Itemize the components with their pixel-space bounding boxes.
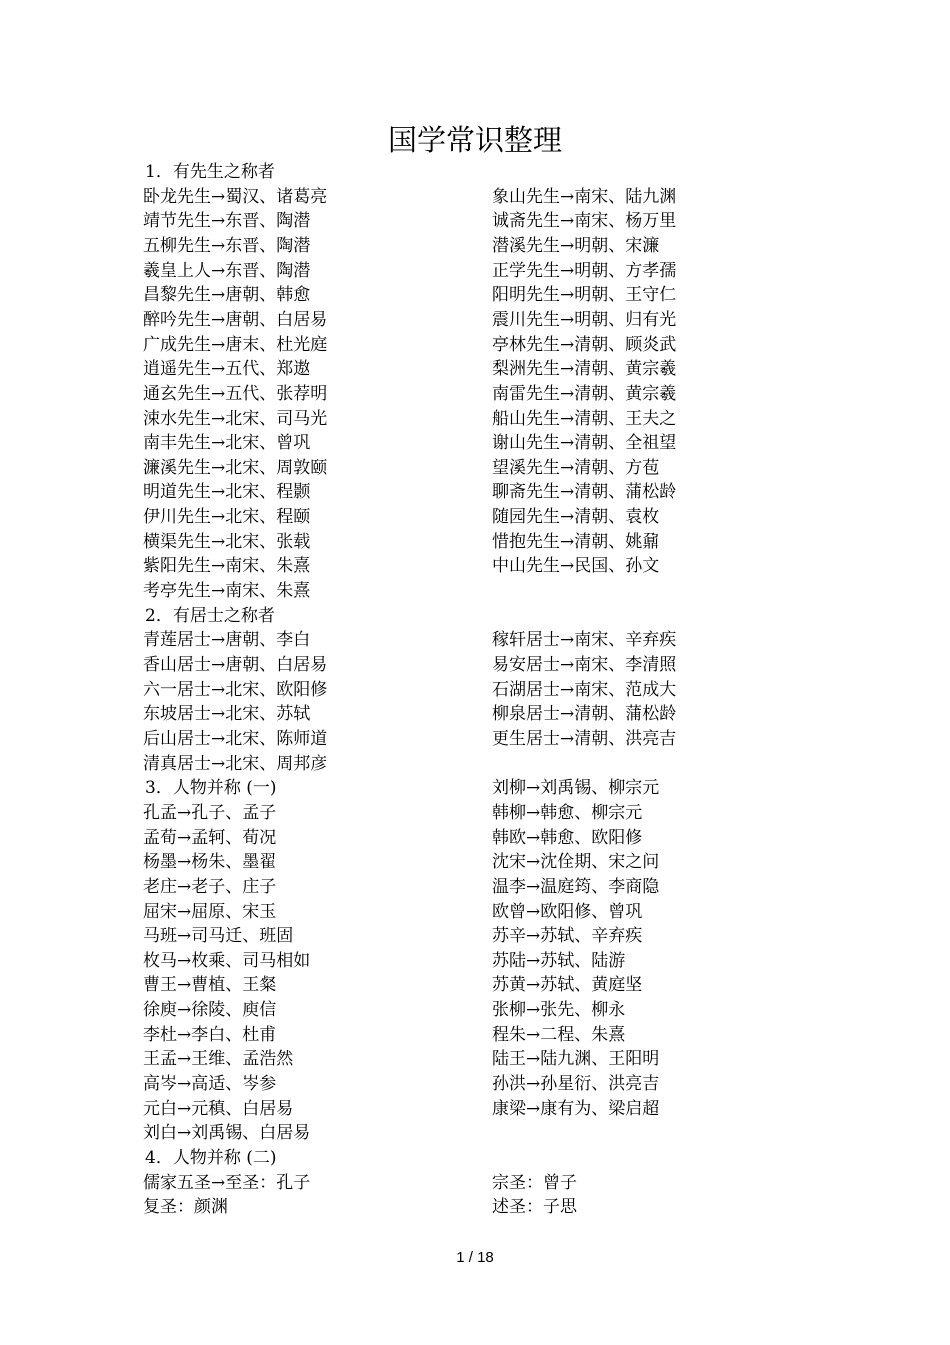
entry-left: 昌黎先生→唐朝、韩愈 — [143, 285, 311, 306]
entry-right: 宗圣：曾子 — [492, 1172, 577, 1193]
entry-left: 后山居士→北宋、陈师道 — [143, 728, 328, 749]
entry-left: 马班→司马迁、班固 — [143, 926, 294, 947]
entry-left: 儒家五圣→至圣：孔子 — [143, 1172, 311, 1193]
entry-right: 更生居士→清朝、洪亮吉 — [492, 728, 677, 749]
entry-left: 横渠先生→北宋、张载 — [143, 531, 311, 552]
entry-right: 易安居士→南宋、李清照 — [492, 655, 677, 675]
entry-right: 中山先生→民国、孙文 — [492, 556, 660, 577]
entry-right: 程朱→二程、朱熹 — [492, 1024, 626, 1045]
entry-left: 广成先生→唐末、杜光庭 — [143, 334, 328, 355]
entry-left: 复圣：颜渊 — [143, 1197, 228, 1218]
entry-right: 刘柳→刘禹锡、柳宗元 — [492, 778, 660, 799]
entry-right: 惜抱先生→清朝、姚鼐 — [492, 531, 660, 552]
entry-left: 杨墨→杨朱、墨翟 — [143, 852, 277, 873]
entry-left: 逍遥先生→五代、郑遨 — [143, 359, 311, 380]
entry-left: 曹王→曹植、王粲 — [143, 975, 277, 996]
entry-right: 诚斋先生→南宋、杨万里 — [492, 211, 677, 232]
entry-right: 正学先生→明朝、方孝孺 — [492, 260, 677, 281]
entry-right: 聊斋先生→清朝、蒲松龄 — [492, 482, 677, 503]
entry-left: 刘白→刘禹锡、白居易 — [143, 1123, 311, 1144]
entry-right: 沈宋→沈佺期、宋之问 — [492, 852, 660, 873]
entry-left: 老庄→老子、庄子 — [143, 876, 277, 897]
section-heading: 3．人物并称 (一) — [145, 778, 277, 799]
entry-left: 伊川先生→北宋、程颐 — [143, 507, 311, 528]
entry-left: 卧龙先生→蜀汉、诸葛亮 — [143, 186, 328, 207]
entry-right: 象山先生→南宋、陆九渊 — [492, 186, 677, 207]
entry-right: 韩柳→韩愈、柳宗元 — [492, 802, 643, 823]
entry-left: 枚马→枚乘、司马相如 — [143, 950, 311, 971]
entry-left: 涑水先生→北宋、司马光 — [143, 408, 328, 429]
entry-right: 韩欧→韩愈、欧阳修 — [492, 827, 643, 848]
entry-left: 孟荀→孟轲、荀况 — [143, 827, 277, 848]
entry-left: 王孟→王维、孟浩然 — [143, 1049, 294, 1070]
entry-right: 谢山先生→清朝、全祖望 — [492, 433, 677, 454]
entry-left: 孔孟→孔子、孟子 — [143, 802, 277, 823]
page-title: 国学常识整理 — [387, 123, 562, 157]
entry-right: 温李→温庭筠、李商隐 — [492, 876, 660, 897]
entry-right: 震川先生→明朝、归有光 — [492, 309, 677, 330]
entry-left: 通玄先生→五代、张荐明 — [143, 383, 328, 404]
entry-left: 元白→元稹、白居易 — [143, 1098, 294, 1119]
entry-right: 望溪先生→清朝、方苞 — [492, 457, 660, 478]
entry-right: 陆王→陆九渊、王阳明 — [492, 1049, 660, 1070]
page-number: 1 / 18 — [456, 1249, 494, 1266]
entry-right: 阳明先生→明朝、王守仁 — [492, 285, 677, 306]
entry-left: 考亭先生→南宋、朱熹 — [143, 581, 311, 602]
entry-right: 柳泉居士→清朝、蒲松龄 — [492, 704, 677, 725]
entry-right: 述圣：子思 — [492, 1197, 577, 1218]
entry-right: 梨洲先生→清朝、黄宗羲 — [492, 359, 677, 380]
entry-left: 李杜→李白、杜甫 — [143, 1024, 277, 1045]
entry-right: 石湖居士→南宋、范成大 — [492, 679, 677, 700]
entry-right: 潜溪先生→明朝、宋濂 — [492, 235, 660, 256]
entry-right: 欧曾→欧阳修、曾巩 — [492, 901, 643, 922]
entry-right: 苏陆→苏轼、陆游 — [492, 950, 626, 971]
entry-left: 紫阳先生→南宋、朱熹 — [143, 556, 311, 577]
entry-right: 苏辛→苏轼、辛弃疾 — [492, 926, 643, 947]
section-heading: 1．有先生之称者 — [145, 162, 275, 182]
entry-left: 清真居士→北宋、周邦彦 — [143, 753, 328, 774]
section-heading: 2．有居士之称者 — [145, 605, 275, 626]
entry-left: 东坡居士→北宋、苏轼 — [143, 704, 311, 725]
entry-left: 香山居士→唐朝、白居易 — [143, 655, 328, 675]
entry-left: 徐庾→徐陵、庾信 — [143, 1000, 277, 1021]
entry-right: 孙洪→孙星衍、洪亮吉 — [492, 1074, 660, 1095]
entry-right: 亭林先生→清朝、顾炎武 — [492, 334, 677, 355]
entry-right: 稼轩居士→南宋、辛弃疾 — [492, 630, 677, 651]
entry-left: 明道先生→北宋、程颢 — [143, 482, 311, 503]
entry-left: 高岑→高适、岑参 — [143, 1074, 277, 1095]
entry-right: 南雷先生→清朝、黄宗羲 — [492, 383, 677, 404]
entry-left: 醉吟先生→唐朝、白居易 — [143, 309, 328, 330]
entry-left: 南丰先生→北宋、曾巩 — [143, 433, 311, 454]
entry-right: 随园先生→清朝、袁枚 — [492, 507, 660, 528]
entry-right: 苏黄→苏轼、黄庭坚 — [492, 975, 643, 996]
entry-left: 六一居士→北宋、欧阳修 — [143, 679, 328, 700]
entry-right: 张柳→张先、柳永 — [492, 1000, 626, 1021]
entry-left: 五柳先生→东晋、陶潜 — [143, 235, 311, 256]
entry-right: 康梁→康有为、梁启超 — [492, 1098, 660, 1119]
entry-left: 濂溪先生→北宋、周敦颐 — [143, 457, 328, 478]
entry-left: 屈宋→屈原、宋玉 — [143, 901, 277, 922]
entry-left: 青莲居士→唐朝、李白 — [143, 630, 311, 651]
entry-right: 船山先生→清朝、王夫之 — [492, 408, 677, 429]
entry-left: 靖节先生→东晋、陶潜 — [143, 211, 311, 232]
section-heading: 4．人物并称 (二) — [145, 1148, 277, 1168]
entry-left: 羲皇上人→东晋、陶潜 — [143, 260, 311, 281]
